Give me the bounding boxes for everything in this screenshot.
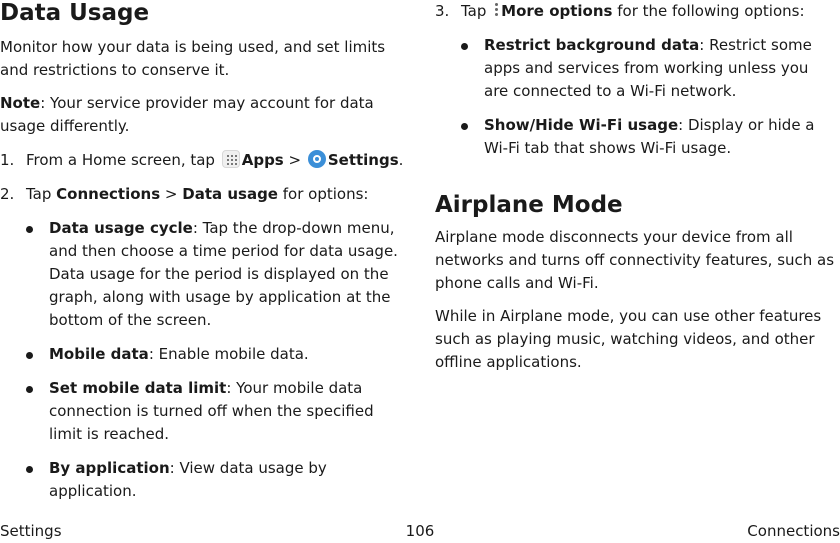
list-item: [0, 377, 408, 446]
separator: >: [160, 185, 183, 203]
bullet-icon: [26, 386, 33, 393]
option-text: : Your mobile data connection is turned off when the specified limit is reached.: [49, 379, 374, 443]
section-title-airplane-mode: Airplane Mode: [435, 192, 623, 218]
more-options-list: [435, 34, 835, 160]
option-text: : Tap the drop-down menu, and then choose a time period for data usage. Data usage for the period is displayed on the graph, along with usage by application at the bottom of the screen.: [49, 219, 398, 329]
step-number: 2.: [0, 185, 15, 203]
left-column: [0, 0, 408, 503]
separator: >: [283, 151, 306, 169]
option-label: Data usage cycle: [49, 219, 193, 237]
note-text: : Your service provider may account for data usage differently.: [0, 94, 374, 135]
bullet-icon: [461, 43, 468, 50]
list-item: [435, 114, 835, 160]
step-text: From a Home screen, tap: [26, 151, 220, 169]
option-text: : Display or hide a Wi-Fi tab that shows Wi-Fi usage.: [484, 116, 815, 157]
connections-label: Connections: [56, 185, 161, 203]
page-number: 106: [405, 522, 435, 540]
option-label: Show/Hide Wi-Fi usage: [484, 116, 679, 134]
footer-chapter-name: Connections: [747, 522, 840, 540]
right-column: [435, 0, 835, 374]
airplane-paragraph-1: Airplane mode disconnects your device from all networks and turns off connectivity features, such as phone calls and Wi-Fi.: [435, 228, 835, 292]
option-label: Set mobile data limit: [49, 379, 227, 397]
step-3: [435, 0, 835, 23]
list-item: [435, 34, 835, 103]
more-options-icon: [493, 1, 499, 19]
data-usage-options-list: [0, 217, 408, 503]
step-1: [0, 149, 408, 172]
settings-gear-icon: [308, 150, 326, 168]
option-label: By application: [49, 459, 170, 477]
footer-section-name: Settings: [0, 522, 62, 540]
note-paragraph: [0, 92, 408, 138]
airplane-paragraph-2: While in Airplane mode, you can use other features such as playing music, watching videos, and other offline applications.: [435, 307, 822, 371]
option-text: : View data usage by application.: [49, 459, 327, 500]
option-label: Restrict background data: [484, 36, 700, 54]
more-options-label: More options: [501, 2, 613, 20]
step-number: 3.: [435, 2, 450, 20]
step-text-end: for the following options:: [612, 2, 805, 20]
list-item: [0, 457, 408, 503]
list-item: [0, 217, 408, 332]
step-text: Tap: [26, 185, 57, 203]
step-text-end: for options:: [277, 185, 369, 203]
page-footer: [0, 522, 840, 543]
settings-label: Settings: [327, 151, 399, 169]
data-usage-label: Data usage: [182, 185, 278, 203]
bullet-icon: [26, 226, 33, 233]
note-label: Note: [0, 94, 41, 112]
step-text-end: .: [398, 151, 404, 169]
bullet-icon: [26, 352, 33, 359]
bullet-icon: [461, 123, 468, 130]
intro-paragraph: Monitor how your data is being used, and set limits and restrictions to conserve it.: [0, 38, 386, 79]
step-text: Tap: [461, 2, 492, 20]
bullet-icon: [26, 466, 33, 473]
apps-label: Apps: [241, 151, 284, 169]
step-number: 1.: [0, 151, 15, 169]
option-text: : Enable mobile data.: [148, 345, 309, 363]
apps-icon: [222, 150, 240, 168]
option-label: Mobile data: [49, 345, 149, 363]
option-text: : Restrict some apps and services from working unless you are connected to a Wi-Fi network.: [484, 36, 812, 100]
list-item: [0, 343, 408, 366]
step-2: [0, 183, 408, 206]
section-title-data-usage: Data Usage: [0, 0, 150, 26]
